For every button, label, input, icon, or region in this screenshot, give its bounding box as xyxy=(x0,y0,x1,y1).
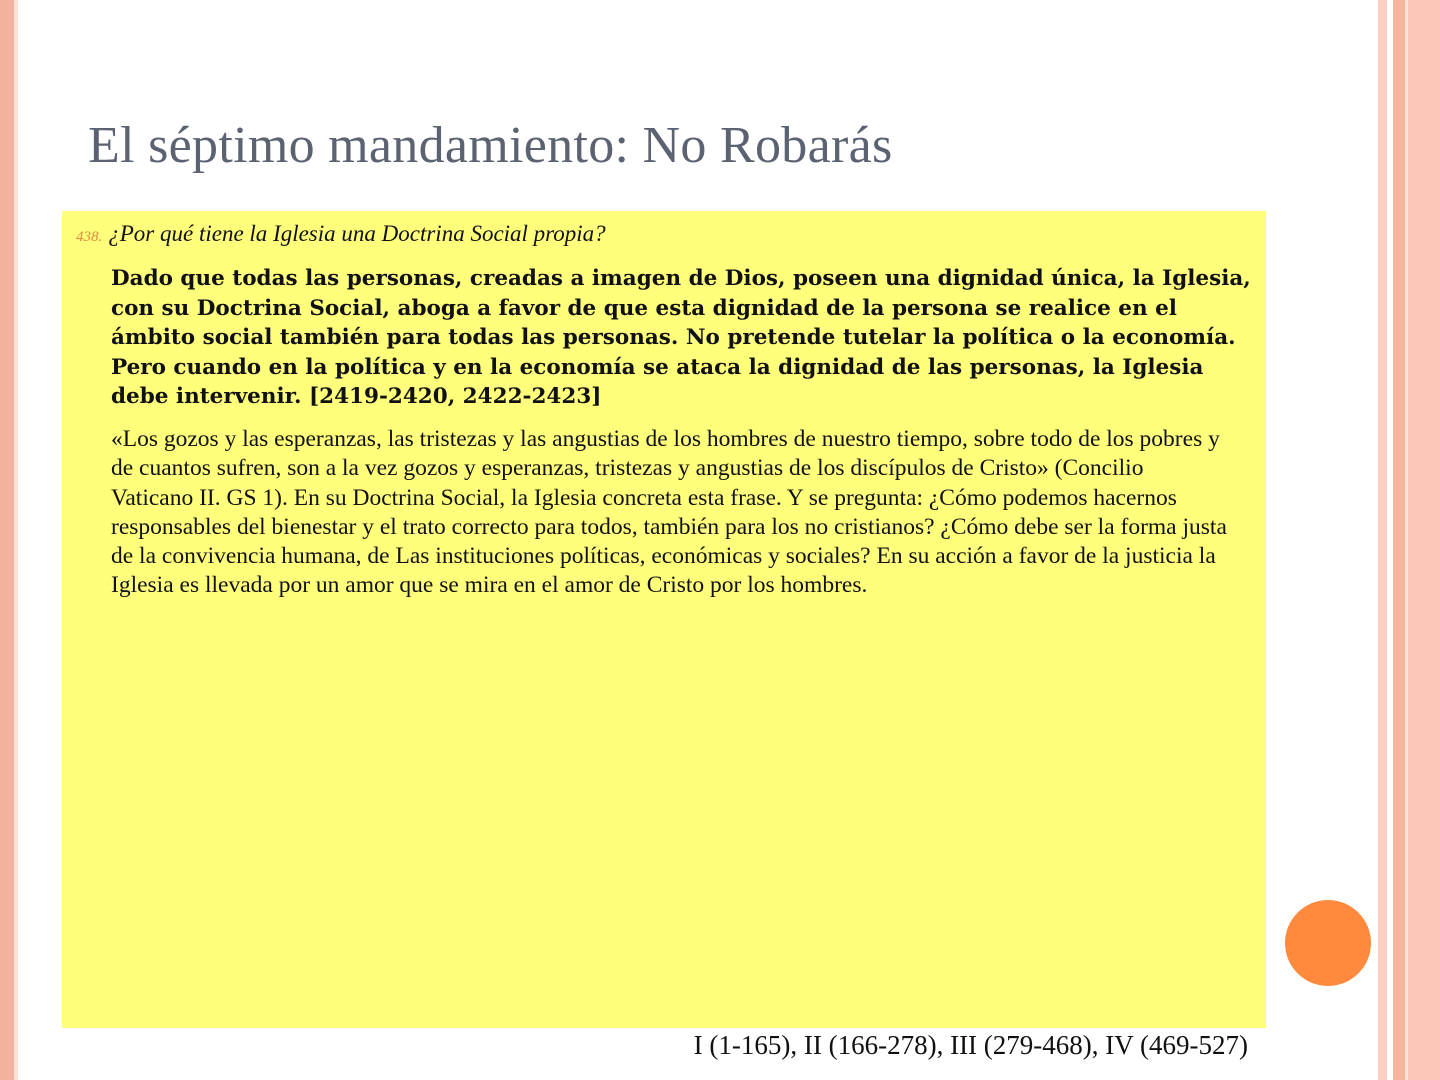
answer-paragraph: Dado que todas las personas, creadas a imagen de Dios, poseen una dignidad única, la Iglesia, con su Doctrina Social, aboga a favor de que esta dignidad de la persona se realice en el ámbito social también para todas las personas. No pretende tutelar la política o la economía. Pero cuando en la política y en la economía se ataca la dignidad de las personas, la Iglesia debe intervenir. [2419-2420, 2422-2423] xyxy=(111,266,1251,409)
question-text: ¿Por qué tiene la Iglesia una Doctrina Social propia? xyxy=(108,221,606,246)
slide-title: El séptimo mandamiento: No Robarás xyxy=(88,117,893,174)
right-border-stripe-3 xyxy=(1393,0,1405,1080)
footer-reference: I (1-165), II (166-278), III (279-468), IV (469-527) xyxy=(693,1030,1248,1060)
question-line xyxy=(76,221,606,247)
left-border-inner-stripe xyxy=(14,0,18,1080)
right-border-stripe-1 xyxy=(1378,0,1387,1080)
question-number: 438. xyxy=(76,229,103,245)
orange-circle-decoration xyxy=(1285,900,1371,986)
content-box xyxy=(62,211,1266,1028)
right-border-stripe-5 xyxy=(1408,0,1440,1080)
commentary-paragraph: «Los gozos y las esperanzas, las tristezas y las angustias de los hombres de nuestro tiempo, sobre todo de los pobres y de cuantos sufren, son a la vez gozos y esperanzas, tristezas y angustias de los discípulos de Cristo» (Concilio Vaticano II. GS 1). En su Doctrina Social, la Iglesia concreta esta frase. Y se pregunta: ¿Cómo podemos hacernos responsables del bienestar y el trato correcto para todos, también para los no cristianos? ¿Cómo debe ser la forma justa de la convivencia humana, de Las instituciones políticas, económicas y sociales? En su acción a favor de la justicia la Iglesia es llevada por un amor que se mira en el amor de Cristo por los hombres. xyxy=(111,426,1227,599)
left-border-stripe xyxy=(0,0,14,1080)
